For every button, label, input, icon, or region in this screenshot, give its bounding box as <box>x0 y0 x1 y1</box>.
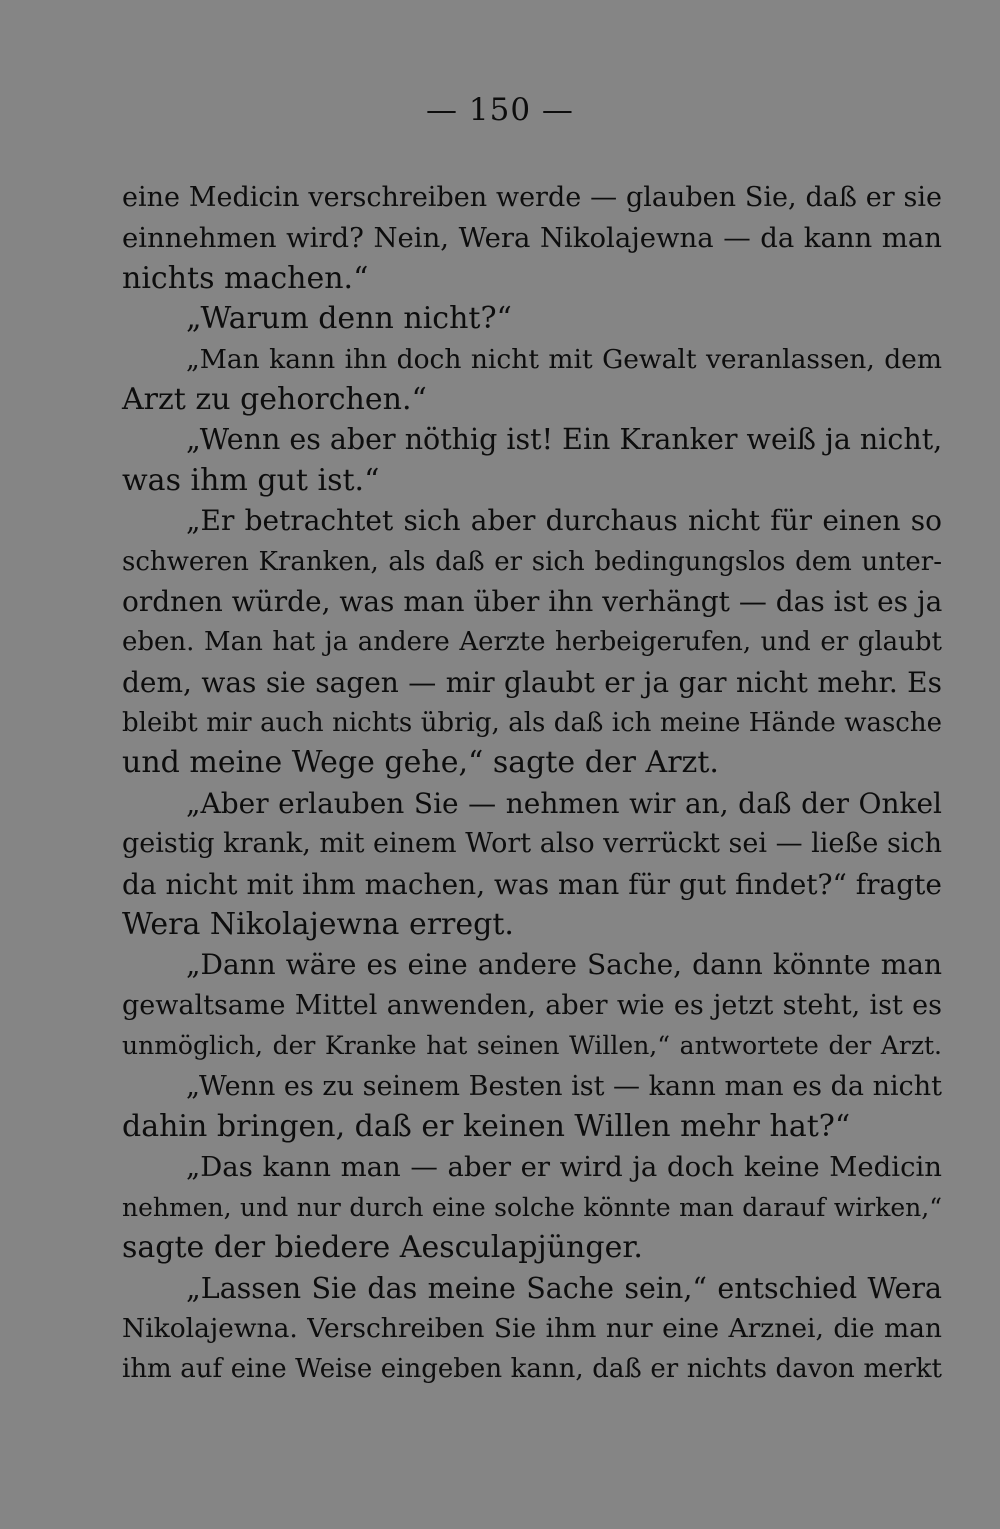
text-line: Wera Nikolajewna erregt. <box>122 907 514 943</box>
text-line: „Das kann man — aber er wird ja doch keine Medicin <box>186 1151 942 1184</box>
text-line: schweren Kranken, als daß er sich bedingungslos dem unter- <box>122 546 942 577</box>
text-line: eben. Man hat ja andere Aerzte herbeigerufen, und er glaubt <box>122 627 942 658</box>
body-text <box>122 178 942 1390</box>
text-line: „Wenn es aber nöthig ist! Ein Kranker weiß ja nicht, <box>186 423 943 457</box>
text-line: „Dann wäre es eine andere Sache, dann könnte man <box>186 948 942 982</box>
text-line: „Aber erlauben Sie — nehmen wir an, daß der Onkel <box>186 786 942 820</box>
text-line: „Er betrachtet sich aber durchaus nicht für einen so <box>186 504 942 538</box>
text-line: nichts machen.“ <box>122 260 369 296</box>
text-line: Arzt zu gehorchen.“ <box>122 381 427 417</box>
text-line: gewaltsame Mittel anwenden, aber wie es jetzt steht, ist es <box>122 989 942 1021</box>
text-line: einnehmen wird? Nein, Wera Nikolajewna — da kann man <box>122 222 942 255</box>
text-line: ordnen würde, was man über ihn verhängt — das ist es ja <box>122 584 943 618</box>
page-number: — 150 — <box>426 92 574 128</box>
text-line: Nikolajewna. Verschreiben Sie ihm nur eine Arznei, die man <box>122 1312 942 1344</box>
text-line: da nicht mit ihm machen, was man für gut findet?“ fragte <box>122 867 942 901</box>
text-line: und meine Wege gehe,“ sagte der Arzt. <box>122 745 719 781</box>
text-line: „Man kann ihn doch nicht mit Gewalt veranlassen, dem <box>186 343 942 375</box>
text-line: bleibt mir auch nichts übrig, als daß ich meine Hände wasche <box>122 708 942 739</box>
text-line: unmöglich, der Kranke hat seinen Willen,“ antwortete der Arzt. <box>122 1031 942 1061</box>
text-line: eine Medicin verschreiben werde — glauben Sie, daß er sie <box>122 182 942 213</box>
text-line: geistig krank, mit einem Wort also verrückt sei — ließe sich <box>122 828 942 860</box>
text-line: „Lassen Sie das meine Sache sein,“ entschied Wera <box>186 1271 942 1305</box>
text-line: dem, was sie sagen — mir glaubt er ja gar nicht mehr. Es <box>122 665 942 699</box>
text-line: sagte der biedere Aesculapjünger. <box>122 1230 643 1266</box>
text-line: dahin bringen, daß er keinen Willen mehr hat?“ <box>122 1108 851 1144</box>
text-line: „Wenn es zu seinem Besten ist — kann man es da nicht <box>186 1070 942 1102</box>
text-line: „Warum denn nicht?“ <box>186 301 512 337</box>
text-line: was ihm gut ist.“ <box>122 462 380 498</box>
text-line: nehmen, und nur durch eine solche könnte man darauf wirken,“ <box>122 1192 942 1222</box>
text-line: ihm auf eine Weise eingeben kann, daß er nichts davon merkt <box>122 1354 942 1385</box>
